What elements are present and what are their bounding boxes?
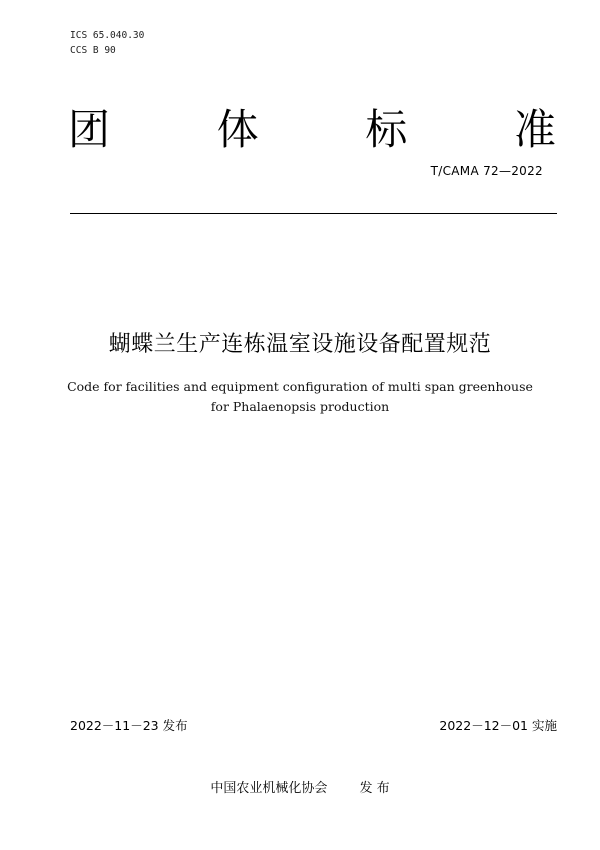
doc-type-char-4: 准 bbox=[513, 105, 556, 154]
title-english-line-1: Code for facilities and equipment configuration of multi span greenhouse bbox=[67, 379, 533, 394]
publisher-line bbox=[0, 777, 600, 796]
title-chinese: 蝴蝶兰生产连栋温室设施设备配置规范 bbox=[108, 332, 492, 357]
doc-type-char-1: 团 bbox=[68, 105, 111, 154]
issue-date: 2022－11－23 发布 bbox=[70, 718, 188, 733]
implementation-date: 2022－12－01 实施 bbox=[439, 718, 557, 733]
ics-code: ICS 65.040.30 bbox=[70, 30, 145, 41]
title-english-line-2: for Phalaenopsis production bbox=[210, 399, 390, 414]
doc-type-char-3: 标 bbox=[365, 105, 408, 154]
ccs-code: CCS B 90 bbox=[70, 45, 116, 56]
doc-type-char-2: 体 bbox=[216, 105, 259, 154]
header-divider bbox=[70, 213, 557, 214]
publisher-action: 发 布 bbox=[359, 781, 390, 796]
publisher-name: 中国农业机械化协会 bbox=[210, 781, 328, 796]
standard-number: T/CAMA 72—2022 bbox=[430, 164, 543, 178]
classification-codes bbox=[70, 28, 144, 58]
document-type-heading bbox=[68, 100, 556, 160]
title-english bbox=[0, 377, 600, 417]
